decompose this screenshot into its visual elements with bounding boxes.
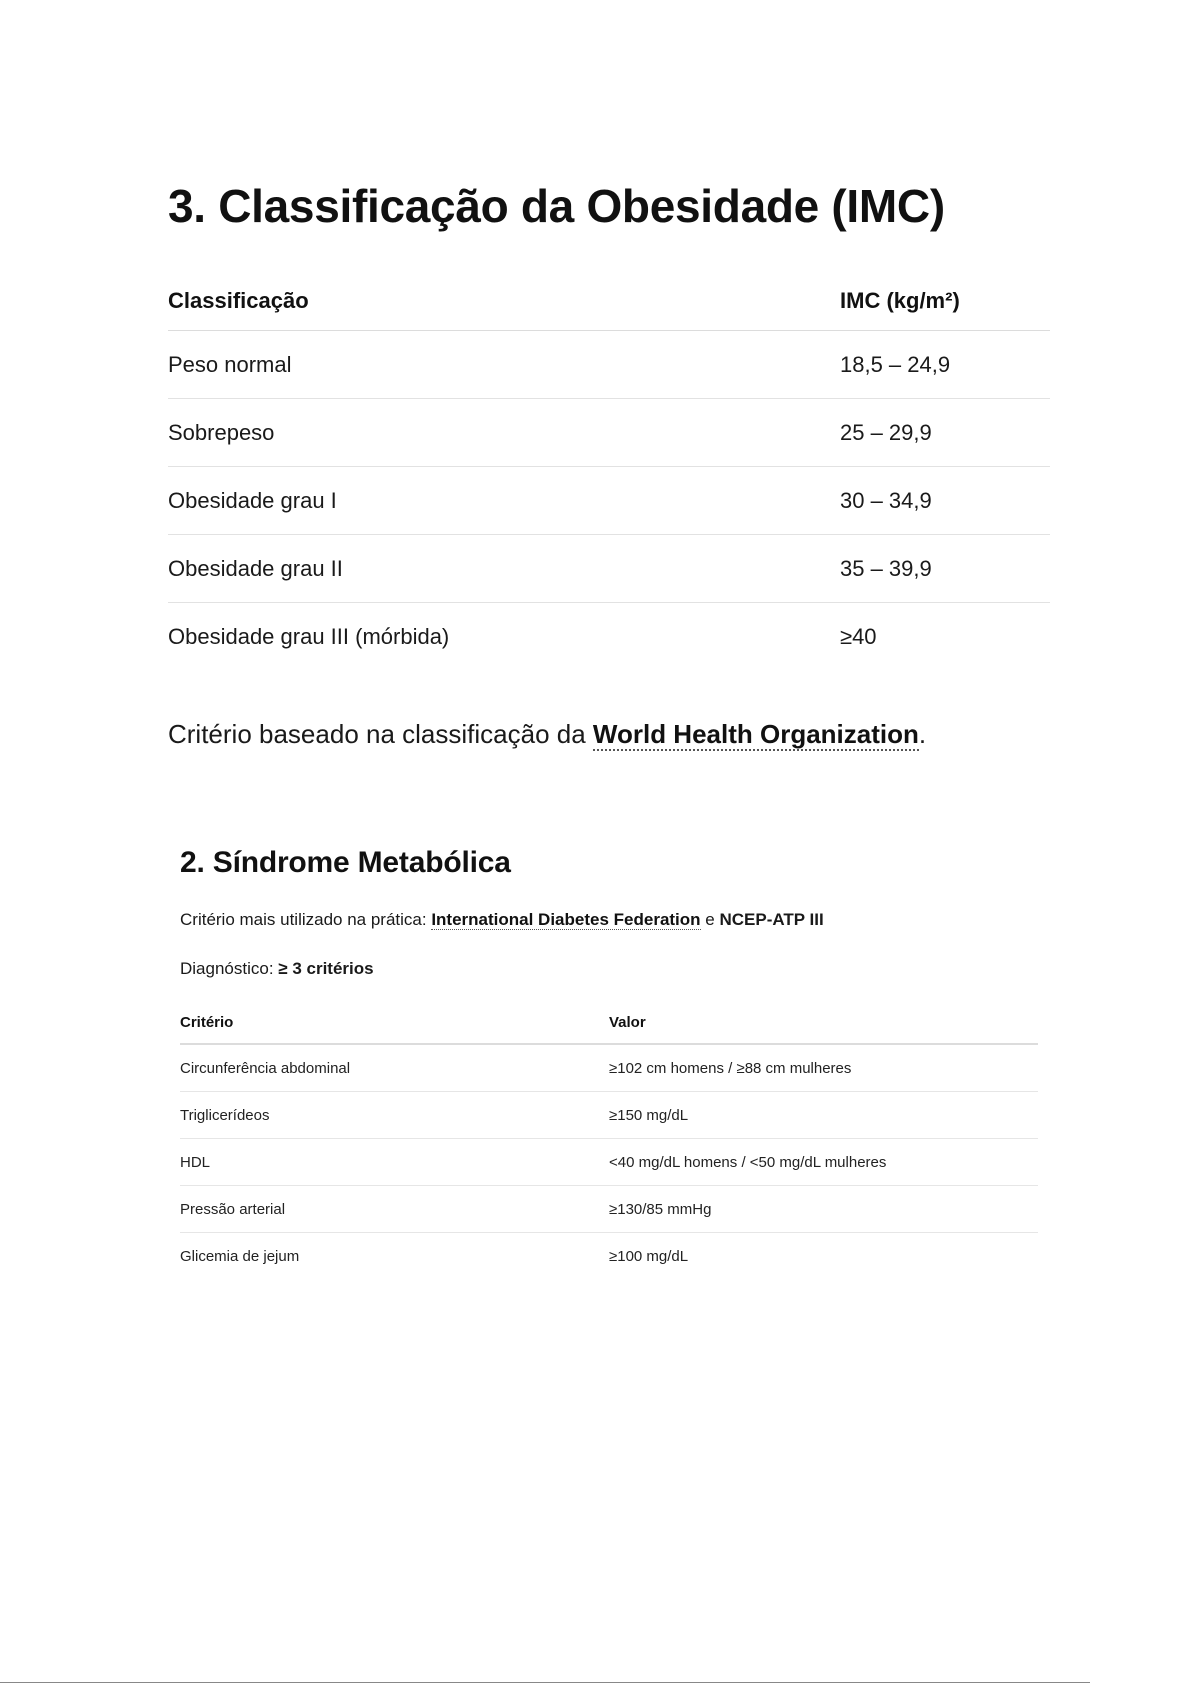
obesity-table [168,272,1050,670]
page-bottom-divider [0,1682,1090,1683]
who-link[interactable]: World Health Organization [592,719,919,749]
ncep-label: NCEP-ATP III [719,910,824,929]
criteria-mid: e [700,910,720,929]
criterion-cell: Glicemia de jejum [180,1247,300,1265]
criterion-cell: Circunferência abdominal [180,1044,609,1092]
table-row [168,603,1050,671]
obesity-section [168,176,1050,752]
diagnosis-paragraph [180,957,1038,981]
bmi-cell: 35 – 39,9 [840,535,1050,603]
column-header-value: Valor [609,1001,1038,1044]
table-row [180,1139,1038,1186]
value-cell: ≥150 mg/dL [609,1092,1038,1139]
classification-cell: Sobrepeso [168,399,840,467]
metabolic-title: 2. Síndrome Metabólica [180,846,511,879]
table-row [180,1044,1038,1092]
table-row [168,535,1050,603]
column-header-bmi: IMC (kg/m²) [840,272,1050,331]
obesity-title: 3. Classificação da Obesidade (IMC) [168,180,945,232]
diagnosis-prefix: Diagnóstico: [180,959,279,978]
note-prefix: Critério baseado na classificação da [168,719,593,749]
value-cell: <40 mg/dL homens / <50 mg/dL mulheres [609,1139,1038,1186]
bmi-cell: 30 – 34,9 [840,467,1050,535]
table-row [180,1233,1038,1280]
criteria-prefix: Critério mais utilizado na prática: [180,910,432,929]
criterion-cell: HDL [180,1139,609,1186]
table-row [180,1186,1038,1233]
obesity-note [168,716,1050,752]
criteria-paragraph [180,908,1038,932]
classification-cell: Obesidade grau III (mórbida) [168,623,450,649]
diagnosis-value: ≥ 3 critérios [278,959,374,978]
table-header-row [180,1001,1038,1044]
table-row [180,1092,1038,1139]
metabolic-table [180,1001,1038,1279]
idf-link[interactable]: International Diabetes Federation [431,910,701,929]
table-row [168,331,1050,399]
criterion-cell: Pressão arterial [180,1186,609,1233]
bmi-cell: ≥40 [840,623,877,649]
bmi-cell: 18,5 – 24,9 [840,331,1050,399]
column-header-classification: Classificação [168,272,840,331]
column-header-criterion: Critério [180,1001,609,1044]
value-cell: ≥100 mg/dL [609,1247,689,1265]
value-cell: ≥130/85 mmHg [609,1186,1038,1233]
classification-cell: Obesidade grau I [168,467,840,535]
metabolic-section [180,842,1038,1279]
criterion-cell: Triglicerídeos [180,1092,609,1139]
classification-cell: Peso normal [168,331,840,399]
value-cell: ≥102 cm homens / ≥88 cm mulheres [609,1044,1038,1092]
table-row [168,467,1050,535]
table-row [168,399,1050,467]
table-header-row [168,272,1050,331]
bmi-cell: 25 – 29,9 [840,399,1050,467]
classification-cell: Obesidade grau II [168,535,840,603]
note-suffix: . [918,719,927,749]
